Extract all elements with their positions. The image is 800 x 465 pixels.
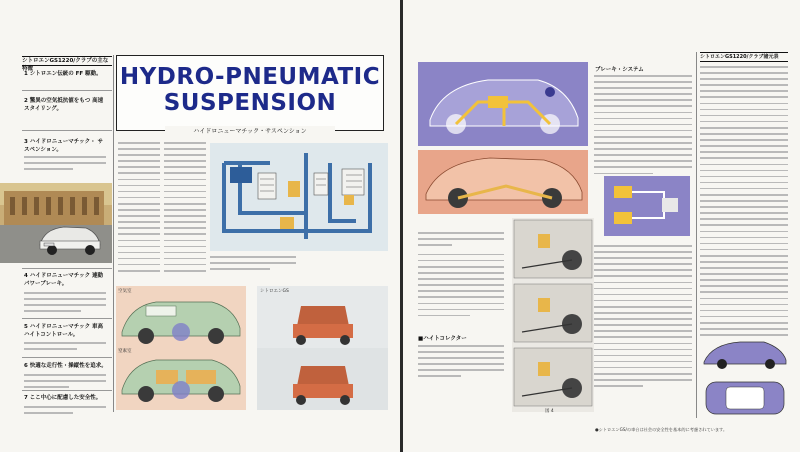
diagram-caption [210, 256, 296, 274]
label-bottom-left: 窒素室 [118, 349, 132, 354]
feature-body-text [24, 156, 106, 174]
feature-item-2: 2 驚異の空気抵抗値をもつ 高速スタイリング。 [24, 98, 104, 112]
car-side-view [700, 336, 790, 372]
car-rear-illustrations [257, 286, 388, 410]
car-photo [0, 183, 112, 263]
column-rule [113, 55, 114, 412]
feature-body-text [24, 406, 106, 418]
page-subtitle: ハイドロニューマチック・サスペンション [165, 126, 335, 135]
footnote: ●シトロエンGS/の車台は社会の安全性を基本的に考慮されています。 [595, 427, 728, 432]
divider [22, 90, 112, 91]
body-text-column [418, 232, 504, 321]
figure-label: 図 4 [545, 409, 554, 414]
spec-table [700, 66, 788, 340]
body-text-column [118, 142, 160, 276]
car-top-view [700, 378, 790, 418]
label-top-left: 空気室 [118, 289, 132, 294]
brake-body-text [594, 245, 692, 391]
feature-item-1: 1 シトロエン伝統の FF 駆動。 [24, 71, 102, 77]
feature-body-text [24, 292, 106, 316]
brake-circuit-diagram [604, 176, 690, 236]
body-text-column [164, 142, 206, 276]
feature-item-7: 7 ここ中心に配慮した安全性。 [24, 395, 102, 401]
title-box [116, 55, 384, 131]
divider [22, 130, 112, 131]
height-corrector-heading: ■ハイトコレクター [418, 336, 467, 342]
feature-item-3: 3 ハイドロニューマチック・ サスペンション。 [24, 139, 103, 153]
feature-body-text [24, 342, 106, 354]
brake-section-heading: ブレーキ・システム [595, 67, 644, 73]
car-body-cutaway [418, 150, 588, 214]
brake-body-text [594, 75, 692, 179]
divider [22, 357, 112, 358]
label-top-right: シトロエンGS [260, 289, 289, 294]
feature-item-4: 4 ハイドロニューマチック 連動パワーブレーキ。 [24, 273, 103, 287]
height-corrector-diagrams [512, 218, 594, 412]
divider [22, 268, 112, 269]
column-rule [696, 52, 697, 418]
page-title-line-2: SUSPENSION [163, 90, 337, 116]
features-heading: シトロエンGS1220/クラブの主な特徴 [22, 56, 112, 66]
suspension-car-illustrations [116, 286, 246, 410]
divider [22, 390, 112, 391]
feature-item-6: 6 快適な走行性・操縦性を追求。 [24, 363, 107, 369]
feature-item-5: 5 ハイドロニューマチック 車高ハイトコントロール。 [24, 324, 103, 338]
body-text-column [418, 345, 504, 382]
hydraulic-system-diagram [210, 143, 388, 251]
brake-system-cutaway [418, 62, 588, 146]
spec-table-heading: シトロエンGS1220/クラブ諸元表 [700, 52, 788, 62]
page-title-line-1: HYDRO-PNEUMATIC [119, 64, 381, 90]
page-bottom-margin [0, 452, 800, 465]
divider [22, 318, 112, 319]
